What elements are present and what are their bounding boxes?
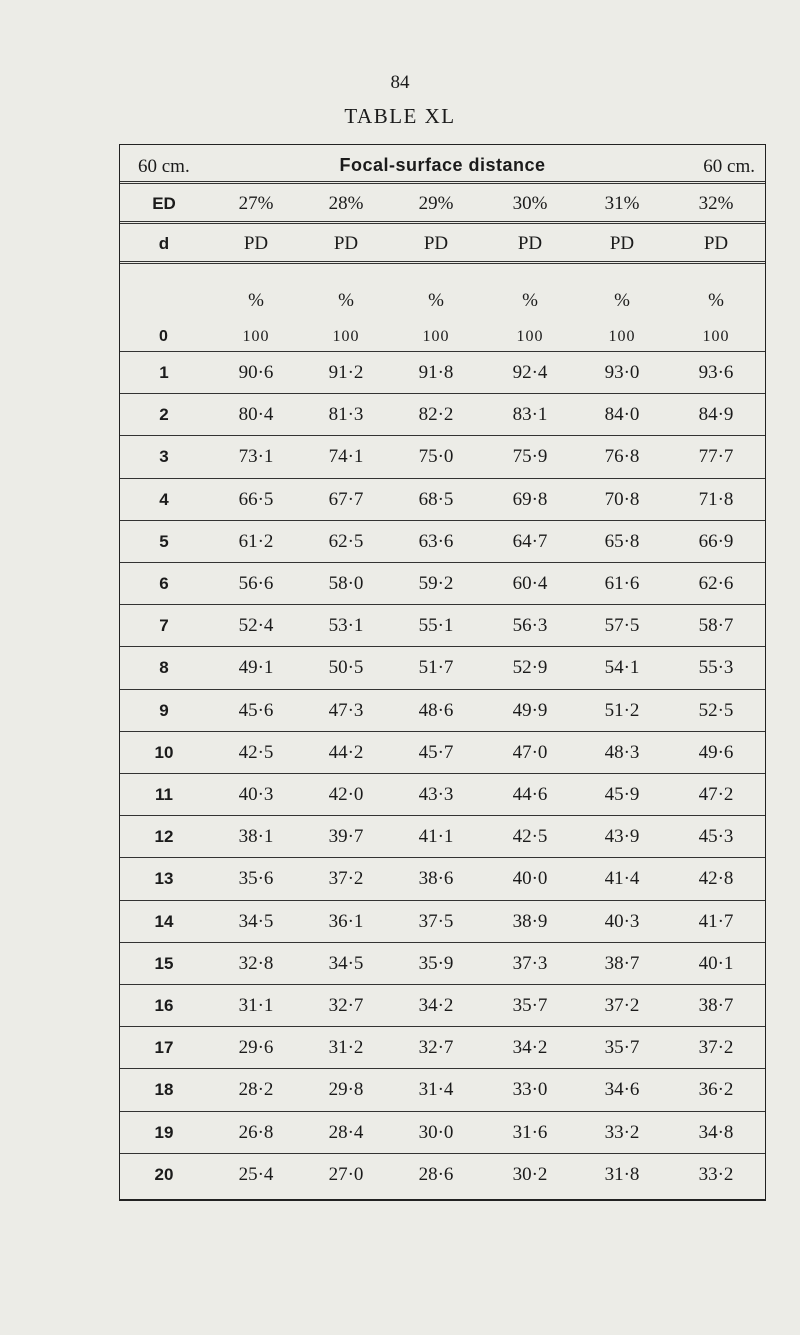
pd-value: 31·4 — [418, 1079, 454, 1101]
pd-value: 43·3 — [418, 784, 454, 806]
depth-label: 18 — [154, 1080, 174, 1100]
ed-value: 27% — [238, 193, 274, 214]
table-row — [120, 1068, 765, 1111]
pd-value: 32·7 — [328, 995, 364, 1017]
pd-value: 63·6 — [418, 530, 454, 552]
table-row — [120, 815, 765, 858]
pd-value: 92·4 — [512, 362, 548, 384]
percent-value: 100 — [242, 328, 270, 345]
percent-cell — [490, 264, 570, 354]
pd-value: 49·6 — [698, 741, 734, 763]
table-row — [120, 731, 765, 774]
pd-value: 40·1 — [698, 952, 734, 974]
d-row — [120, 221, 765, 264]
percent-row — [120, 261, 765, 354]
pd-value: 33·2 — [698, 1163, 734, 1185]
pd-value: 28·4 — [328, 1121, 364, 1143]
pd-value: 32·8 — [238, 952, 274, 974]
percent-cell — [216, 264, 296, 354]
header-caption: Focal-surface distance — [339, 155, 546, 175]
percent-value: 100 — [516, 328, 544, 345]
pd-value: 70·8 — [604, 488, 640, 510]
pd-value: 81·3 — [328, 404, 364, 426]
depth-label: 14 — [154, 911, 174, 931]
table-row — [120, 773, 765, 816]
percent-cell — [676, 264, 756, 354]
pd-value: 91·8 — [418, 362, 454, 384]
depth-label: 4 — [159, 489, 169, 509]
pd-value: 80·4 — [238, 404, 274, 426]
pd-value: 42·0 — [328, 784, 364, 806]
pd-value: 52·9 — [512, 657, 548, 679]
depth-zero-label: 0 — [159, 328, 169, 345]
depth-label: 2 — [159, 405, 169, 425]
depth-label: 5 — [159, 531, 169, 551]
pd-value: 34·5 — [238, 910, 274, 932]
pd-value: 29·6 — [238, 1037, 274, 1059]
pd-header: PD — [243, 233, 269, 254]
percent-value: 100 — [608, 328, 636, 345]
pd-value: 58·7 — [698, 615, 734, 637]
pd-value: 57·5 — [604, 615, 640, 637]
percent-symbol: % — [338, 290, 354, 311]
pd-value: 31·8 — [604, 1163, 640, 1185]
percent-cell — [396, 264, 476, 354]
pd-value: 55·1 — [418, 615, 454, 637]
pd-value: 30·2 — [512, 1163, 548, 1185]
pd-value: 44·2 — [328, 741, 364, 763]
pd-header: PD — [703, 233, 729, 254]
pd-value: 37·2 — [698, 1037, 734, 1059]
pd-value: 74·1 — [328, 446, 364, 468]
pd-value: 51·7 — [418, 657, 454, 679]
pd-value: 38·7 — [698, 995, 734, 1017]
pd-value: 84·9 — [698, 404, 734, 426]
pd-value: 75·9 — [512, 446, 548, 468]
table-row — [120, 1026, 765, 1069]
pd-value: 36·2 — [698, 1079, 734, 1101]
pd-value: 34·2 — [512, 1037, 548, 1059]
pd-value: 38·9 — [512, 910, 548, 932]
pd-value: 41·4 — [604, 868, 640, 890]
percent-value: 100 — [422, 328, 450, 345]
pd-value: 42·5 — [512, 826, 548, 848]
pd-value: 51·2 — [604, 699, 640, 721]
pd-value: 62·5 — [328, 530, 364, 552]
pd-value: 40·3 — [604, 910, 640, 932]
depth-label: 1 — [159, 363, 169, 383]
pd-value: 37·2 — [328, 868, 364, 890]
table-row — [120, 520, 765, 563]
pd-value: 42·5 — [238, 741, 274, 763]
depth-label: 17 — [154, 1038, 174, 1058]
pd-header: PD — [423, 233, 449, 254]
table-row — [120, 562, 765, 605]
depth-label: 20 — [154, 1164, 174, 1184]
pd-value: 37·2 — [604, 995, 640, 1017]
depth-label: 9 — [159, 700, 169, 720]
depth-label: 15 — [154, 953, 174, 973]
pd-value: 35·9 — [418, 952, 454, 974]
depth-label: 11 — [155, 785, 173, 805]
depth-label: 8 — [159, 658, 169, 678]
pd-header: PD — [517, 233, 543, 254]
pd-value: 84·0 — [604, 404, 640, 426]
pd-value: 56·3 — [512, 615, 548, 637]
pd-value: 38·7 — [604, 952, 640, 974]
pd-value: 93·6 — [698, 362, 734, 384]
pd-value: 31·6 — [512, 1121, 548, 1143]
table-row — [120, 646, 765, 689]
pd-value: 42·8 — [698, 868, 734, 890]
percent-symbol: % — [614, 290, 630, 311]
pd-value: 62·6 — [698, 573, 734, 595]
pd-value: 41·1 — [418, 826, 454, 848]
pd-value: 34·2 — [418, 995, 454, 1017]
pd-value: 48·3 — [604, 741, 640, 763]
pd-value: 35·7 — [512, 995, 548, 1017]
pd-value: 35·6 — [238, 868, 274, 890]
depth-label: 3 — [159, 447, 169, 467]
percent-symbol: % — [708, 290, 724, 311]
pd-value: 47·3 — [328, 699, 364, 721]
pd-value: 34·6 — [604, 1079, 640, 1101]
pd-header: PD — [333, 233, 359, 254]
pd-value: 41·7 — [698, 910, 734, 932]
pd-value: 90·6 — [238, 362, 274, 384]
pd-value: 49·1 — [238, 657, 274, 679]
pd-value: 68·5 — [418, 488, 454, 510]
table-row — [120, 1153, 765, 1196]
table-row — [120, 604, 765, 647]
pd-value: 61·2 — [238, 530, 274, 552]
pd-value: 82·2 — [418, 404, 454, 426]
table-row — [120, 942, 765, 985]
table-row — [120, 435, 765, 478]
pd-value: 66·5 — [238, 488, 274, 510]
header-right-distance: 60 cm. — [703, 156, 755, 177]
ed-value: 31% — [604, 193, 640, 214]
table-title: TABLE XL — [344, 104, 456, 128]
percent-cell — [306, 264, 386, 354]
pd-value: 53·1 — [328, 615, 364, 637]
pd-value: 91·2 — [328, 362, 364, 384]
pd-value: 61·6 — [604, 573, 640, 595]
header-left-distance: 60 cm. — [138, 156, 190, 177]
pd-value: 50·5 — [328, 657, 364, 679]
pd-value: 77·7 — [698, 446, 734, 468]
ed-value: 32% — [698, 193, 734, 214]
pd-value: 37·5 — [418, 910, 454, 932]
ed-value: 30% — [512, 193, 548, 214]
page-number: 84 — [390, 72, 410, 93]
pd-value: 48·6 — [418, 699, 454, 721]
pd-value: 52·4 — [238, 615, 274, 637]
table-row — [120, 689, 765, 732]
depth-label: 13 — [154, 869, 174, 889]
pd-value: 65·8 — [604, 530, 640, 552]
percent-cell — [582, 264, 662, 354]
pd-value: 28·6 — [418, 1163, 454, 1185]
d-label: d — [158, 234, 170, 253]
pd-value: 64·7 — [512, 530, 548, 552]
pd-value: 93·0 — [604, 362, 640, 384]
pd-value: 31·1 — [238, 995, 274, 1017]
pd-value: 58·0 — [328, 573, 364, 595]
pd-value: 30·0 — [418, 1121, 454, 1143]
depth-label: 16 — [154, 996, 174, 1016]
pd-value: 26·8 — [238, 1121, 274, 1143]
pd-value: 25·4 — [238, 1163, 274, 1185]
pd-value: 54·1 — [604, 657, 640, 679]
pd-value: 56·6 — [238, 573, 274, 595]
pd-value: 43·9 — [604, 826, 640, 848]
depth-label: 10 — [154, 742, 174, 762]
pd-header: PD — [609, 233, 635, 254]
depth-label: 12 — [154, 827, 174, 847]
pd-value: 45·6 — [238, 699, 274, 721]
ed-row — [120, 181, 765, 224]
table-row — [120, 393, 765, 436]
depth-label: 6 — [159, 574, 169, 594]
pd-value: 31·2 — [328, 1037, 364, 1059]
pd-value: 55·3 — [698, 657, 734, 679]
percent-symbol: % — [428, 290, 444, 311]
pd-value: 66·9 — [698, 530, 734, 552]
pd-value: 60·4 — [512, 573, 548, 595]
depth-label: 19 — [154, 1122, 174, 1142]
table-row — [120, 1111, 765, 1154]
pd-value: 47·2 — [698, 784, 734, 806]
pd-value: 73·1 — [238, 446, 274, 468]
pd-value: 83·1 — [512, 404, 548, 426]
pd-value: 38·6 — [418, 868, 454, 890]
pd-value: 34·5 — [328, 952, 364, 974]
pd-value: 67·7 — [328, 488, 364, 510]
pd-value: 33·0 — [512, 1079, 548, 1101]
pd-value: 75·0 — [418, 446, 454, 468]
pd-value: 28·2 — [238, 1079, 274, 1101]
pd-value: 35·7 — [604, 1037, 640, 1059]
depth-label: 7 — [159, 616, 169, 636]
pd-value: 44·6 — [512, 784, 548, 806]
pd-value: 38·1 — [238, 826, 274, 848]
ed-value: 28% — [328, 193, 364, 214]
pd-value: 49·9 — [512, 699, 548, 721]
pd-value: 45·9 — [604, 784, 640, 806]
percent-value: 100 — [702, 328, 730, 345]
pd-value: 45·3 — [698, 826, 734, 848]
pd-value: 29·8 — [328, 1079, 364, 1101]
pd-value: 39·7 — [328, 826, 364, 848]
table-row — [120, 351, 765, 394]
pd-value: 33·2 — [604, 1121, 640, 1143]
pd-value: 76·8 — [604, 446, 640, 468]
ed-label: ED — [152, 194, 176, 213]
ed-value: 29% — [418, 193, 454, 214]
pd-value: 71·8 — [698, 488, 734, 510]
pd-value: 52·5 — [698, 699, 734, 721]
data-table — [119, 144, 766, 1201]
pd-value: 59·2 — [418, 573, 454, 595]
percent-value: 100 — [332, 328, 360, 345]
pd-value: 47·0 — [512, 741, 548, 763]
pd-value: 32·7 — [418, 1037, 454, 1059]
percent-symbol: % — [248, 290, 264, 311]
pd-value: 34·8 — [698, 1121, 734, 1143]
table-row — [120, 900, 765, 943]
pd-value: 40·3 — [238, 784, 274, 806]
pd-value: 69·8 — [512, 488, 548, 510]
table-row — [120, 984, 765, 1027]
pd-value: 45·7 — [418, 741, 454, 763]
pd-value: 40·0 — [512, 868, 548, 890]
pd-value: 36·1 — [328, 910, 364, 932]
pd-value: 27·0 — [328, 1163, 364, 1185]
pd-value: 37·3 — [512, 952, 548, 974]
table-row — [120, 857, 765, 900]
table-row — [120, 478, 765, 521]
percent-symbol: % — [522, 290, 538, 311]
table-header — [120, 145, 765, 181]
